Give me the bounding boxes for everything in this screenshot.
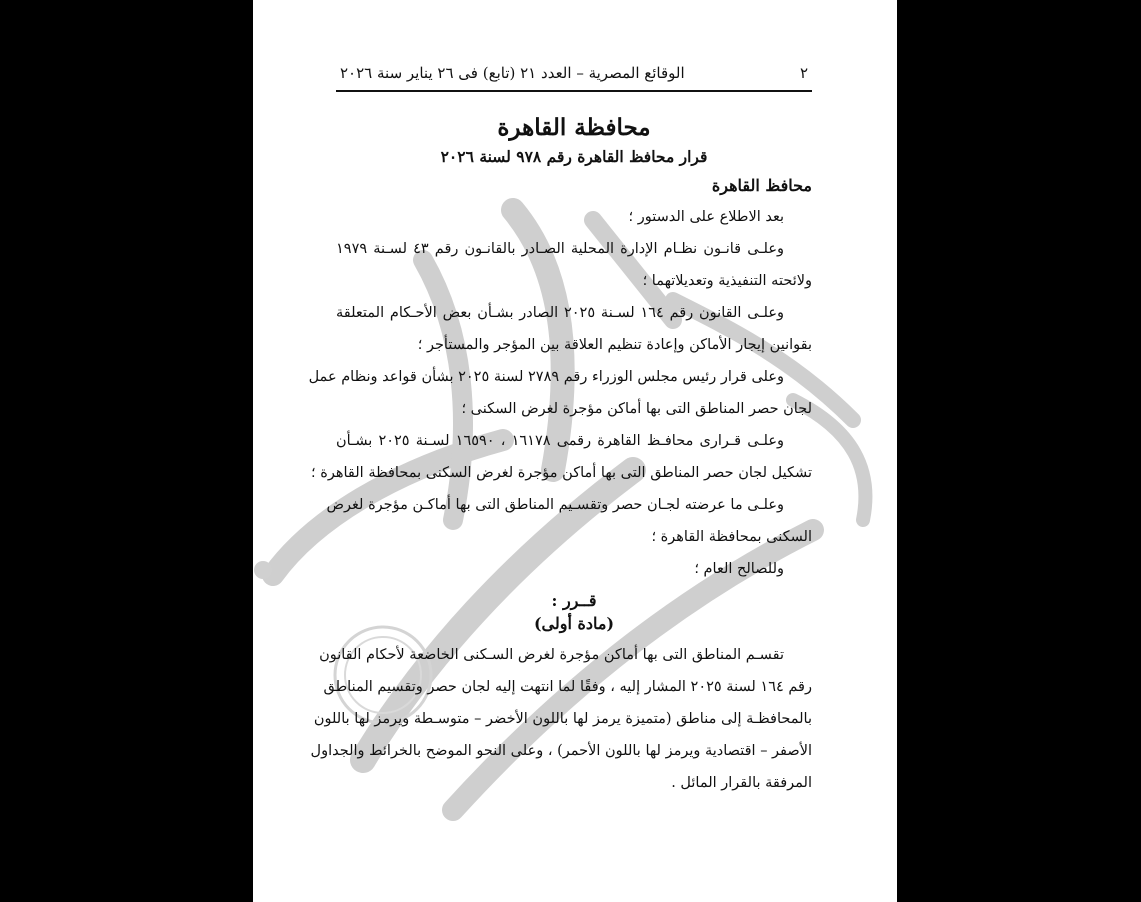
preamble-line: وعلـى قانـون نظـام الإدارة المحلية الصـادر بالقانـون رقم ٤٣ لسـنة ١٩٧٩ [336, 241, 784, 257]
governorate-title: محافظة القاهرة [497, 114, 651, 141]
article-body [310, 639, 812, 799]
preamble-line: بقوانين إيجار الأماكن وإعادة تنظيم العلاقة بين المؤجر والمستأجر ؛ [417, 337, 812, 353]
article-line: رقم ١٦٤ لسنة ٢٠٢٥ المشار إليه ، وفقًا لما انتهت إليه لجان حصر وتقسيم المناطق [323, 679, 812, 695]
preamble-line: وللصالح العام ؛ [694, 561, 784, 577]
preamble-line: وعلـى قـرارى محافـظ القاهرة رقمى ١٦١٧٨ ، ١٦٥٩٠ لسـنة ٢٠٢٥ بشـأن [336, 433, 784, 449]
preamble-line: وعلـى القانون رقم ١٦٤ لسـنة ٢٠٢٥ الصادر بشـأن بعض الأحـكام المتعلقة [336, 305, 784, 321]
document-page [253, 0, 897, 902]
article-line: الأصفر – اقتصادية ويرمز لها باللون الأحمر) ، وعلى النحو الموضح بالخرائط والجداول [310, 743, 812, 759]
preamble-line: وعلـى ما عرضته لجـان حصر وتقسـيم المناطق التى بها أماكـن مؤجرة لغرض [326, 497, 784, 513]
issuer-heading: محافظ القاهرة [711, 176, 812, 195]
preamble-line: السكنى بمحافظة القاهرة ؛ [651, 529, 812, 545]
article-line: تقسـم المناطق التى بها أماكن مؤجرة لغرض السـكنى الخاضعة لأحكام القانون [319, 647, 784, 663]
preamble-line: بعد الاطلاع على الدستور ؛ [628, 209, 784, 225]
decree-title: قرار محافظ القاهرة رقم ٩٧٨ لسنة ٢٠٢٦ [440, 147, 708, 166]
running-header [336, 64, 812, 92]
preamble-line: تشكيل لجان حصر المناطق التى بها أماكن مؤجرة لغرض السكنى بمحافظة القاهرة ؛ [311, 465, 812, 481]
preamble-line: وعلى قرار رئيس مجلس الوزراء رقم ٢٧٨٩ لسنة ٢٠٢٥ بشأن قواعد ونظام عمل [308, 369, 784, 385]
article-heading: (مادة أولى) [533, 614, 615, 633]
preamble-line: لجان حصر المناطق التى بها أماكن مؤجرة لغرض السكنى ؛ [461, 401, 812, 417]
running-title: الوقائع المصرية – العدد ٢١ (تابع) فى ٢٦ يناير سنة ٢٠٢٦ [340, 64, 685, 82]
preamble [308, 201, 812, 585]
article-line: بالمحافظـة إلى مناطق (متميزة يرمز لها باللون الأخضر – متوسـطة ويرمز لها باللون [313, 711, 812, 727]
article-line: المرفقة بالقرار المائل . [671, 775, 812, 791]
page-number: ٢ [799, 64, 808, 82]
decided-heading: قــرر : [551, 591, 597, 610]
document-content [308, 64, 812, 799]
preamble-line: ولائحته التنفيذية وتعديلاتهما ؛ [642, 273, 812, 289]
